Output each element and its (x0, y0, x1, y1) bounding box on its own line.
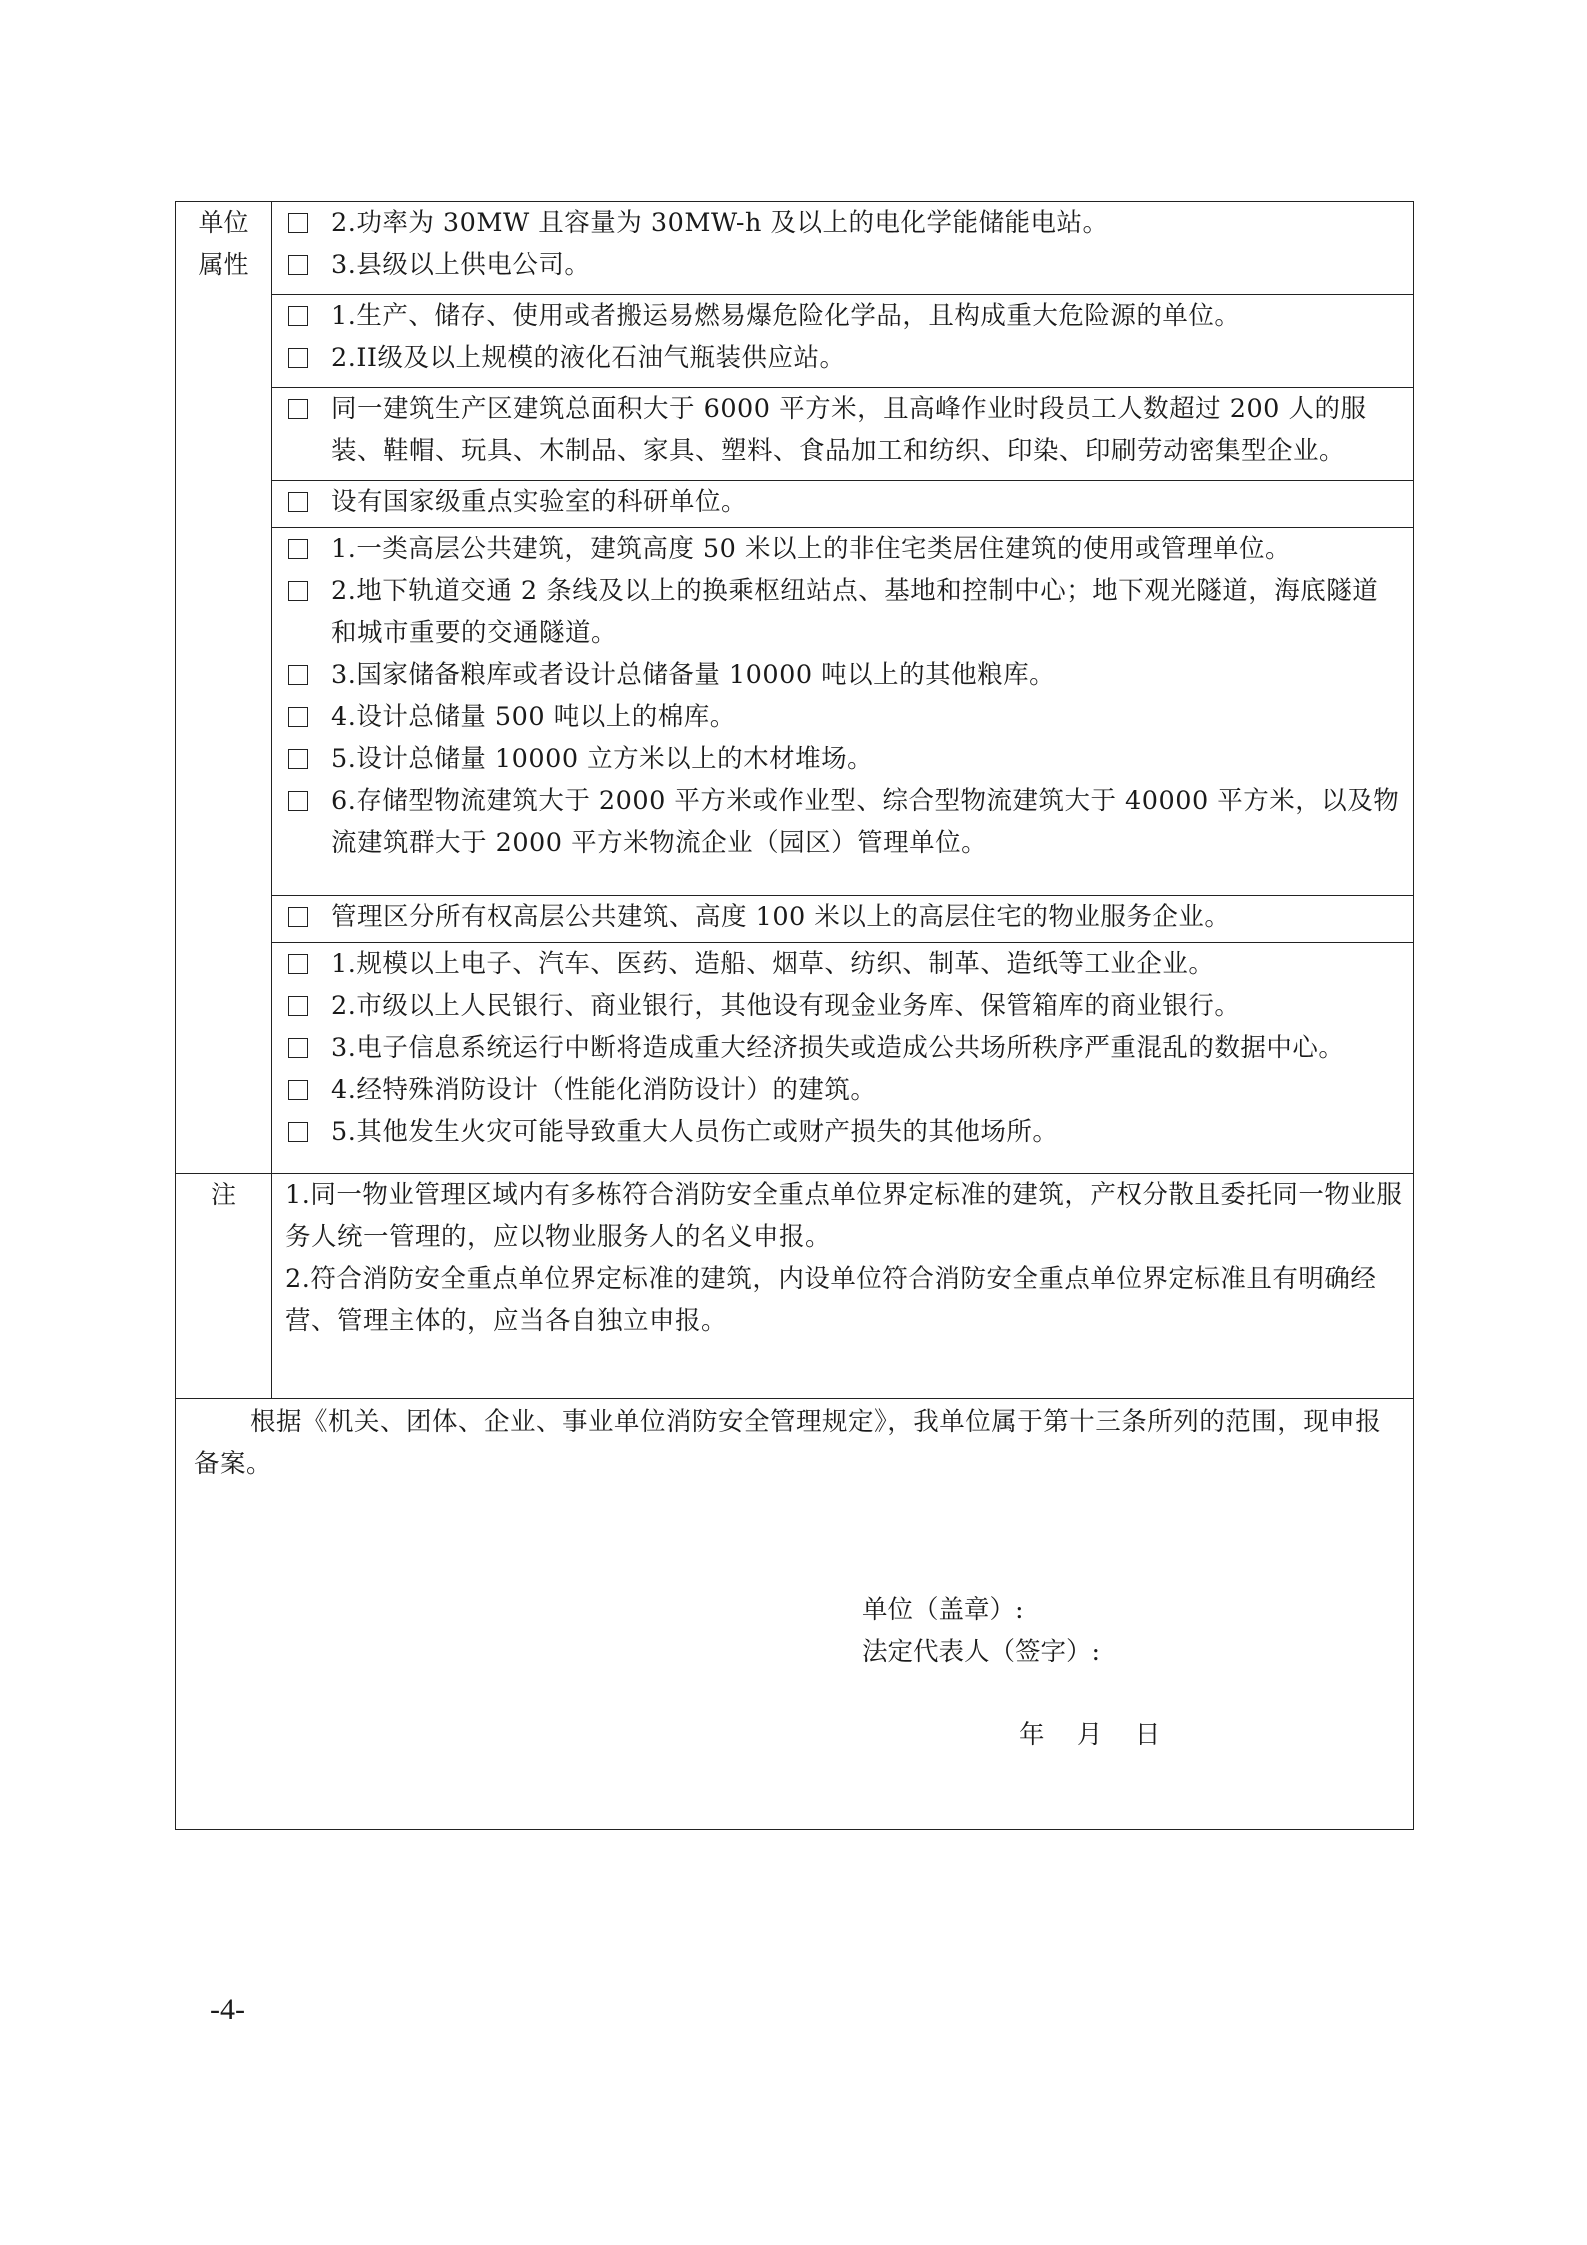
checkbox-label: 同一建筑生产区建筑总面积大于 6000 平方米，且高峰作业时段员工人数超过 200 人的服装、鞋帽、玩具、木制品、家具、塑料、食品加工和纺织、印染、印刷劳动密集型企业。 (331, 393, 1367, 466)
checkbox-label: 3.电子信息系统运行中断将造成重大经济损失或造成公共场所秩序严重混乱的数据中心。 (331, 1033, 1345, 1064)
checkbox[interactable] (288, 1080, 308, 1100)
note-1: 1.同一物业管理区域内有多栋符合消防安全重点单位界定标准的建筑，产权分散且委托同一物业服务人统一管理的，应以物业服务人的名义申报。 (285, 1179, 1403, 1252)
note-2: 2.符合消防安全重点单位界定标准的建筑，内设单位符合消防安全重点单位界定标准且有明确经营、管理主体的，应当各自独立申报。 (285, 1263, 1377, 1336)
category-row (176, 202, 1414, 295)
category-cell (272, 527, 1414, 895)
checkbox-item[interactable] (272, 337, 1413, 379)
checkbox-label: 2.II级及以上规模的液化石油气瓶装供应站。 (331, 342, 846, 373)
checkbox-item[interactable] (272, 528, 1413, 570)
category-row (176, 387, 1414, 480)
checkbox-item[interactable] (272, 896, 1413, 938)
checkbox-item[interactable] (272, 244, 1413, 286)
checkbox-item[interactable] (272, 943, 1413, 985)
checkbox-item[interactable] (272, 481, 1413, 523)
checkbox-item[interactable] (272, 654, 1413, 696)
checkbox-item[interactable] (272, 696, 1413, 738)
seal-label[interactable]: 单位（盖章）: (862, 1595, 1024, 1625)
category-row (176, 294, 1414, 387)
checkbox[interactable] (288, 791, 308, 811)
checkbox[interactable] (288, 907, 308, 927)
date-label[interactable]: 年 月 日 (1019, 1720, 1161, 1750)
checkbox-label: 1.生产、储存、使用或者搬运易燃易爆危险化学品，且构成重大危险源的单位。 (331, 300, 1241, 331)
checkbox-item[interactable] (272, 1111, 1413, 1153)
checkbox-label: 5.其他发生火灾可能导致重大人员伤亡或财产损失的其他场所。 (331, 1117, 1059, 1148)
checkbox-item[interactable] (272, 570, 1413, 654)
checkbox-item[interactable] (272, 202, 1413, 244)
checkbox-label: 5.设计总储量 10000 立方米以上的木材堆场。 (331, 743, 874, 774)
category-row (176, 480, 1414, 527)
checkbox[interactable] (288, 665, 308, 685)
checkbox-item[interactable] (272, 295, 1413, 337)
category-cell (272, 943, 1414, 1174)
checkbox[interactable] (288, 306, 308, 326)
category-row (176, 896, 1414, 943)
checkbox-label: 3.县级以上供电公司。 (331, 250, 591, 280)
checkbox[interactable] (288, 399, 308, 419)
notes-cell (272, 1173, 1414, 1398)
category-cell (272, 387, 1414, 480)
declaration-cell (176, 1399, 1414, 1830)
checkbox-label: 2.功率为 30MW 且容量为 30MW-h 及以上的电化学能储能电站。 (331, 208, 1109, 238)
checkbox-label: 设有国家级重点实验室的科研单位。 (331, 486, 748, 517)
checkbox[interactable] (288, 707, 308, 727)
checkbox[interactable] (288, 539, 308, 559)
checkbox-item[interactable] (272, 738, 1413, 780)
checkbox[interactable] (288, 581, 308, 601)
checkbox[interactable] (288, 954, 308, 974)
checkbox-label: 6.存储型物流建筑大于 2000 平方米或作业型、综合型物流建筑大于 40000 平方米，以及物流建筑群大于 2000 平方米物流企业（园区）管理单位。 (331, 785, 1400, 858)
note-label: 注 (176, 1173, 272, 1398)
category-row (176, 943, 1414, 1174)
checkbox-item[interactable] (272, 780, 1413, 864)
checkbox[interactable] (288, 749, 308, 769)
legal-rep-label[interactable]: 法定代表人（签字）: (862, 1637, 1101, 1667)
checkbox-label: 2.市级以上人民银行、商业银行，其他设有现金业务库、保管箱库的商业银行。 (331, 991, 1241, 1022)
checkbox-label: 3.国家储备粮库或者设计总储备量 10000 吨以上的其他粮库。 (331, 659, 1056, 690)
checkbox-label: 1.规模以上电子、汽车、医药、造船、烟草、纺织、制革、造纸等工业企业。 (331, 949, 1215, 980)
checkbox[interactable] (288, 492, 308, 512)
category-cell (272, 896, 1414, 943)
checkbox[interactable] (288, 996, 308, 1016)
checkbox-label: 4.经特殊消防设计（性能化消防设计）的建筑。 (331, 1075, 877, 1106)
checkbox-item[interactable] (272, 1027, 1413, 1069)
category-cell (272, 294, 1414, 387)
checkbox-item[interactable] (272, 388, 1413, 472)
checkbox-item[interactable] (272, 985, 1413, 1027)
category-cell (272, 480, 1414, 527)
checkbox[interactable] (288, 1122, 308, 1142)
checkbox[interactable] (288, 255, 308, 275)
checkbox[interactable] (288, 348, 308, 368)
declaration-text: 根据《机关、团体、企业、事业单位消防安全管理规定》，我单位属于第十三条所列的范围，现申报备案。 (194, 1407, 1382, 1479)
checkbox-label: 1.一类高层公共建筑，建筑高度 50 米以上的非住宅类居住建筑的使用或管理单位。 (331, 533, 1291, 564)
notes-row (176, 1173, 1414, 1398)
checkbox-label: 管理区分所有权高层公共建筑、高度 100 米以上的高层住宅的物业服务企业。 (331, 902, 1231, 933)
checkbox-label: 2.地下轨道交通 2 条线及以上的换乘枢纽站点、基地和控制中心；地下观光隧道，海底隧道和城市重要的交通隧道。 (331, 575, 1379, 648)
checkbox[interactable] (288, 213, 308, 233)
declaration-form (175, 201, 1414, 1830)
declaration-row (176, 1399, 1414, 1830)
checkbox-label: 4.设计总储量 500 吨以上的棉库。 (331, 701, 736, 732)
checkbox-item[interactable] (272, 1069, 1413, 1111)
unit-attribute-label: 单位 属性 (176, 202, 272, 1174)
category-cell (272, 202, 1414, 295)
page-number: -4- (210, 1993, 245, 2026)
checkbox[interactable] (288, 1038, 308, 1058)
category-row (176, 527, 1414, 895)
